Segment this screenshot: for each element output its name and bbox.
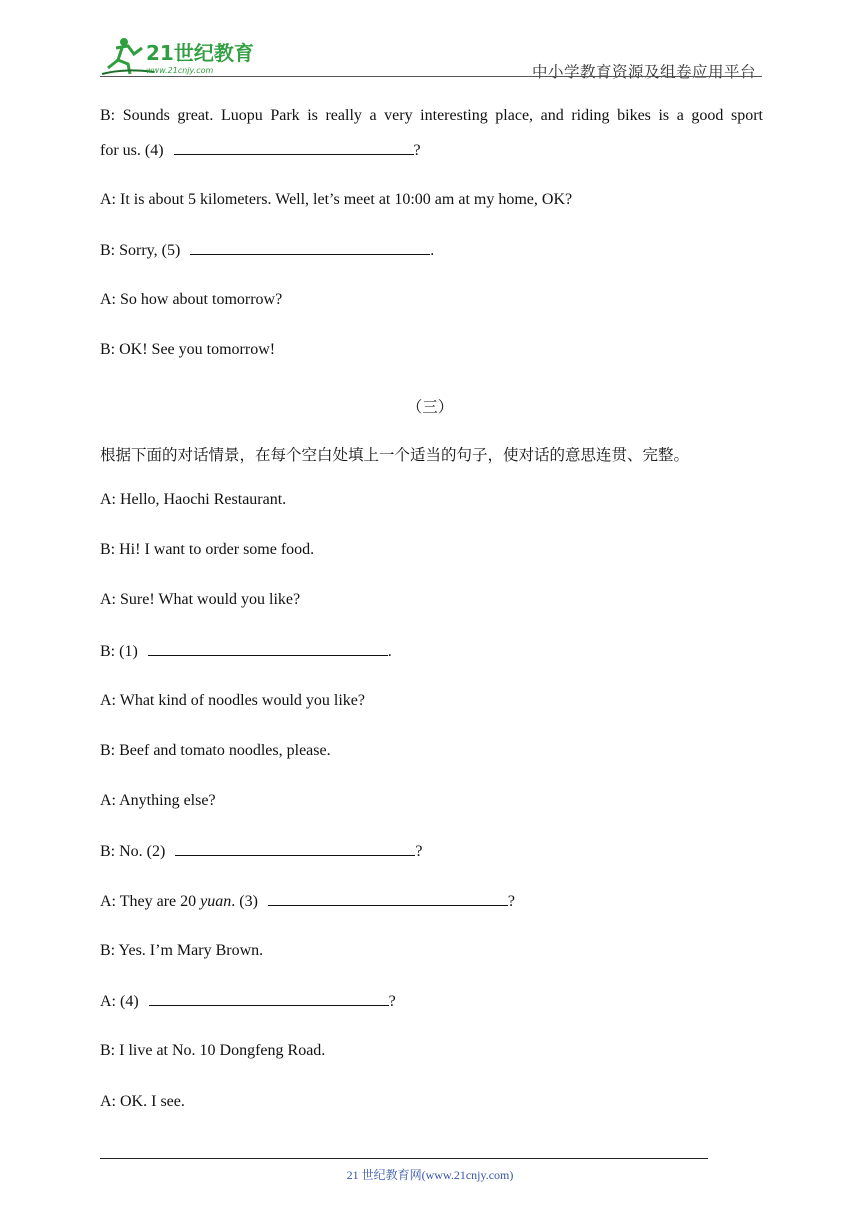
dialogue-line: A: Hello, Haochi Restaurant. — [100, 491, 287, 508]
dialogue-line-blank-4b: A: (4) ? — [100, 993, 396, 1010]
answer-blank[interactable] — [149, 991, 389, 1006]
dialogue-line: B: Yes. I’m Mary Brown. — [100, 942, 264, 959]
footer-divider — [100, 1158, 708, 1159]
answer-blank[interactable] — [268, 891, 508, 906]
header-platform-text: 中小学教育资源及组卷应用平台 — [531, 63, 756, 81]
logo-url: www.21cnjy.com — [146, 66, 214, 75]
answer-blank[interactable] — [175, 841, 415, 856]
dialogue-line: A: What kind of noodles would you like? — [100, 692, 365, 709]
dialogue-line-blank-3: A: They are 20 yuan. (3) ? — [100, 893, 515, 910]
dialogue-line-blank-5: B: Sorry, (5) . — [100, 242, 435, 259]
dialogue-line: B: I live at No. 10 Dongfeng Road. — [100, 1042, 326, 1059]
dialogue-line: A: It is about 5 kilometers. Well, let’s meet at 10:00 am at my home, OK? — [100, 191, 573, 208]
dialogue-line: B: Sounds great. Luopu Park is really a very interesting place, and riding bikes is a good sport — [100, 107, 763, 124]
dialogue-line: A: So how about tomorrow? — [100, 291, 283, 308]
dialogue-line: B: OK! See you tomorrow! — [100, 341, 276, 358]
site-logo — [94, 34, 264, 78]
dialogue-line: B: Hi! I want to order some food. — [100, 541, 315, 558]
answer-blank[interactable] — [174, 140, 414, 155]
dialogue-line: A: Sure! What would you like? — [100, 591, 301, 608]
section-instruction: 根据下面的对话情景，在每个空白处填上一个适当的句子，使对话的意思连贯、完整。 — [100, 446, 690, 464]
answer-blank[interactable] — [148, 641, 388, 656]
dialogue-line: B: Beef and tomato noodles, please. — [100, 742, 331, 759]
dialogue-line: A: Anything else? — [100, 792, 216, 809]
header-divider — [100, 76, 762, 77]
dialogue-line-blank-4: for us. (4) ? — [100, 142, 421, 159]
logo-text: 21世纪教育 — [146, 41, 254, 65]
answer-blank[interactable] — [190, 240, 430, 255]
footer-link[interactable]: 21 世纪教育网(www.21cnjy.com) — [346, 1168, 514, 1182]
dialogue-line-blank-1: B: (1) . — [100, 643, 392, 660]
dialogue-line-blank-2: B: No. (2) ? — [100, 843, 423, 860]
section-title: （三） — [406, 398, 454, 416]
dialogue-line: A: OK. I see. — [100, 1093, 185, 1110]
